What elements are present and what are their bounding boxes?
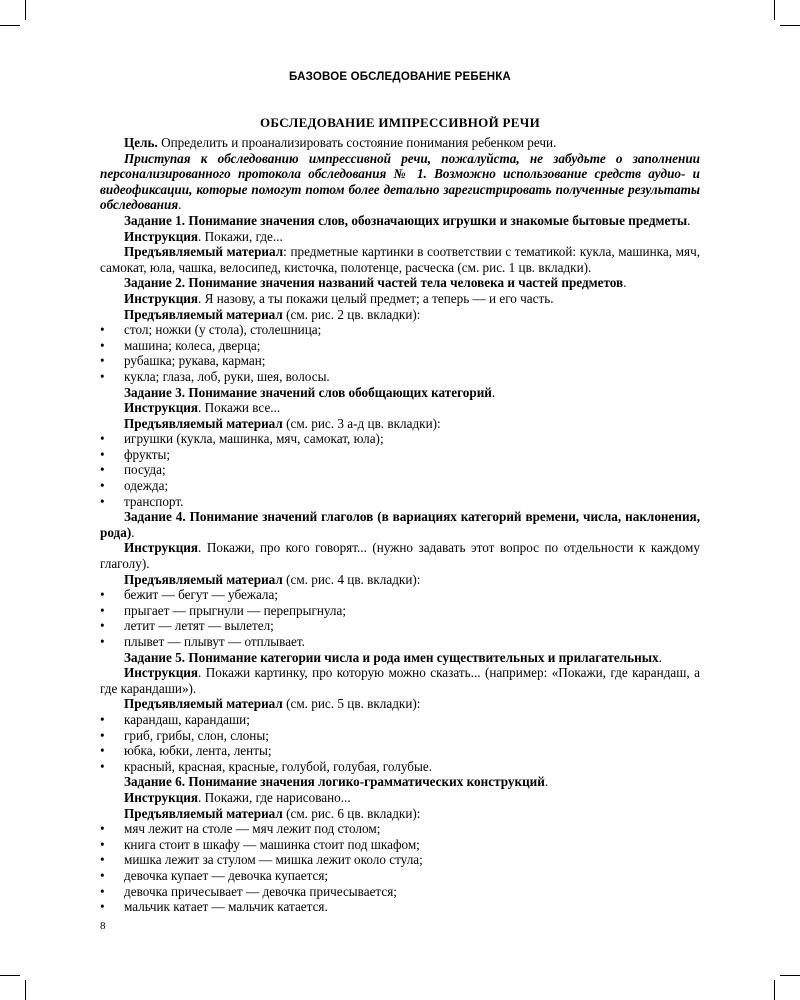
task-1-instruction: Инструкция. Покажи, где...	[124, 228, 283, 244]
task-5-material: Предъявляемый материал (см. рис. 5 цв. вкладки):	[124, 696, 421, 712]
task-2-list	[100, 322, 700, 384]
bullet-icon: •	[100, 634, 105, 649]
crop-mark-bottom-left-h	[0, 975, 20, 976]
task-1-title: Задание 1. Понимание значения слов, обозначающих игрушки и знакомые бытовые предметы.	[124, 212, 691, 228]
list-item: • транспорт.	[100, 493, 184, 509]
task-5-title: Задание 5. Понимание категории числа и рода имен существительных и прилагательных.	[124, 649, 662, 665]
list-item: • машина; колеса, дверца;	[100, 337, 261, 353]
task-3-title: Задание 3. Понимание значений слов обобщающих категорий.	[124, 384, 496, 400]
bullet-icon: •	[100, 478, 105, 494]
list-item: • игрушки (кукла, машинка, мяч, самокат, юла);	[100, 431, 384, 447]
task-4-material: Предъявляемый материал (см. рис. 4 цв. вкладки):	[124, 571, 421, 587]
goal-paragraph	[100, 135, 700, 151]
document-body	[100, 135, 700, 915]
list-item: • фрукты;	[100, 446, 171, 462]
task-2-instruction: Инструкция. Я назову, а ты покажи целый предмет; а теперь — и его часть.	[124, 290, 554, 306]
crop-mark-bottom-left-v	[25, 980, 26, 1000]
list-item: • стол; ножки (у стола), столешница;	[100, 322, 322, 338]
note-text: Приступая к обследованию импрессивной речи, пожалуйста, не забудьте о заполнении персонализированного протокола обследования № 1. Возможно использование средств аудио- и видеофиксации, которые помогут потом более детально зарегистрировать полученные результаты обследования	[100, 150, 700, 213]
goal-label: Цель.	[124, 135, 158, 150]
crop-mark-top-right-h	[780, 25, 800, 26]
list-item: • девочка купает — девочка купается;	[100, 867, 329, 883]
list-item: • бежит — бегут — убежала;	[100, 587, 279, 603]
list-item: • плывет — плывут — отплывает.	[100, 634, 305, 649]
task-5-instruction: Инструкция. Покажи картинку, про которую можно сказать... (например: «Покажи, где карандаш, а где карандаши»).	[100, 665, 700, 696]
task-1-material: Предъявляемый материал: предметные картинки в соответствии с тематикой: кукла, машинка, мяч, самокат, юла, чашка, велосипед, кисточка, полотенце, расческа (см. рис. 1 цв. вкладки).	[100, 244, 700, 275]
note-end: .	[178, 197, 182, 213]
bullet-icon: •	[100, 462, 105, 478]
list-item: • девочка причесывает — девочка причесывается;	[100, 883, 397, 899]
bullet-icon: •	[100, 431, 105, 447]
bullet-icon: •	[100, 618, 105, 634]
task-6-title: Задание 6. Понимание значения логико-грамматических конструкций.	[124, 774, 549, 790]
bullet-icon: •	[100, 493, 105, 509]
bullet-icon: •	[100, 337, 105, 353]
list-item: • карандаш, карандаши;	[100, 711, 250, 727]
list-item: • мишка лежит за стулом — мишка лежит около стула;	[100, 852, 423, 868]
list-item: • летит — летят — вылетел;	[100, 618, 274, 634]
bullet-icon: •	[100, 852, 105, 868]
crop-mark-top-left-h	[0, 25, 20, 26]
goal-text: Определить и проанализировать состояние понимания ребенком речи.	[157, 135, 557, 150]
bullet-icon: •	[100, 883, 105, 899]
bullet-icon: •	[100, 821, 105, 837]
list-item: • красный, красная, красные, голубой, голубая, голубые.	[100, 758, 433, 774]
list-item: • мальчик катает — мальчик катается.	[100, 899, 328, 915]
task-3-instruction: Инструкция. Покажи все...	[124, 400, 281, 416]
bullet-icon: •	[100, 758, 105, 774]
list-item: • одежда;	[100, 478, 169, 494]
task-5-list	[100, 712, 700, 774]
note-paragraph	[100, 151, 700, 213]
crop-mark-bottom-right-h	[780, 975, 800, 976]
list-item: • юбка, юбки, лента, ленты;	[100, 743, 272, 759]
running-head: БАЗОВОЕ ОБСЛЕДОВАНИЕ РЕБЕНКА	[289, 71, 511, 83]
section-title: ОБСЛЕДОВАНИЕ ИМПРЕССИВНОЙ РЕЧИ	[260, 115, 540, 130]
bullet-icon: •	[100, 899, 105, 915]
bullet-icon: •	[100, 867, 105, 883]
bullet-icon: •	[100, 711, 105, 727]
list-item: • мяч лежит на столе — мяч лежит под столом;	[100, 821, 381, 837]
bullet-icon: •	[100, 353, 105, 369]
list-item: • посуда;	[100, 462, 166, 478]
list-item: • прыгает — прыгнули — перепрыгнула;	[100, 602, 347, 618]
crop-mark-top-right-v	[774, 0, 775, 20]
task-2-material: Предъявляемый материал (см. рис. 2 цв. вкладки):	[124, 306, 421, 322]
bullet-icon: •	[100, 587, 105, 603]
bullet-icon: •	[100, 602, 105, 618]
bullet-icon: •	[100, 446, 105, 462]
bullet-icon: •	[100, 727, 105, 743]
list-item: • рубашка; рукава, карман;	[100, 353, 266, 369]
list-item: • книга стоит в шкафу — машинка стоит под шкафом;	[100, 836, 420, 852]
bullet-icon: •	[100, 322, 105, 338]
task-2-title: Задание 2. Понимание значения названий частей тела человека и частей предметов.	[124, 275, 627, 291]
task-6-material: Предъявляемый материал (см. рис. 6 цв. вкладки):	[124, 805, 421, 821]
task-4-title: Задание 4. Понимание значений глаголов (в вариациях категорий времени, числа, наклонения, рода).	[100, 509, 700, 540]
task-6-list	[100, 821, 700, 915]
task-3-list	[100, 431, 700, 509]
list-item: • кукла; глаза, лоб, руки, шея, волосы.	[100, 368, 330, 384]
bullet-icon: •	[100, 368, 105, 384]
page-number: 8	[100, 920, 106, 932]
task-6-instruction: Инструкция. Покажи, где нарисовано...	[124, 789, 351, 805]
bullet-icon: •	[100, 743, 105, 759]
task-4-list	[100, 587, 700, 649]
crop-mark-top-left-v	[25, 0, 26, 20]
task-3-material: Предъявляемый материал (см. рис. 3 а-д цв. вкладки):	[124, 415, 441, 431]
bullet-icon: •	[100, 836, 105, 852]
crop-mark-bottom-right-v	[774, 980, 775, 1000]
task-4-instruction: Инструкция. Покажи, про кого говорят... (нужно задавать этот вопрос по отдельности к каждому глаголу).	[100, 540, 700, 572]
list-item: • гриб, грибы, слон, слоны;	[100, 727, 269, 743]
